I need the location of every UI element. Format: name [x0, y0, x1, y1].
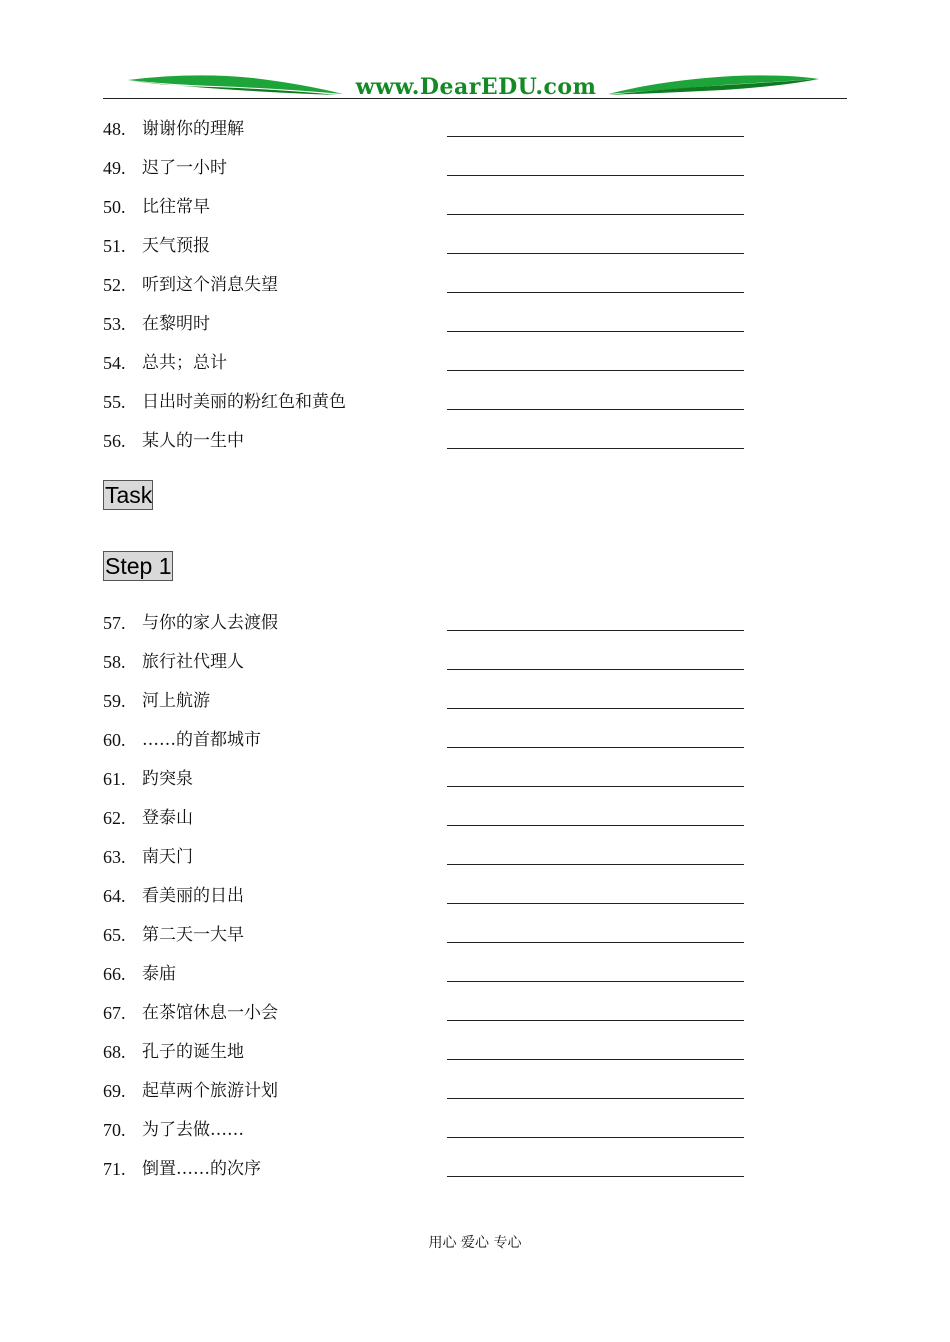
answer-blank[interactable]: [447, 747, 744, 748]
list-item: [103, 272, 803, 311]
answer-blank[interactable]: [447, 370, 744, 371]
item-prompt: 迟了一小时: [142, 158, 227, 178]
item-number: 70.: [103, 1120, 126, 1140]
item-number: 52.: [103, 275, 126, 295]
answer-blank[interactable]: [447, 292, 744, 293]
answer-blank[interactable]: [447, 669, 744, 670]
answer-blank[interactable]: [447, 1098, 744, 1099]
item-number: 54.: [103, 353, 126, 373]
item-prompt: 看美丽的日出: [142, 886, 244, 906]
item-prompt: 倒置……的次序: [142, 1159, 261, 1179]
list-item: [103, 1156, 803, 1195]
item-number: 59.: [103, 691, 126, 711]
answer-blank[interactable]: [447, 864, 744, 865]
item-number: 65.: [103, 925, 126, 945]
answer-blank[interactable]: [447, 708, 744, 709]
answer-blank[interactable]: [447, 981, 744, 982]
item-number: 67.: [103, 1003, 126, 1023]
list-item: [103, 311, 803, 350]
item-prompt: 泰庙: [142, 964, 176, 984]
item-number: 64.: [103, 886, 126, 906]
answer-blank[interactable]: [447, 942, 744, 943]
list-item: [103, 766, 803, 805]
list-item: [103, 610, 803, 649]
item-prompt: 趵突泉: [142, 769, 193, 789]
list-item: [103, 1078, 803, 1117]
list-item: [103, 805, 803, 844]
answer-blank[interactable]: [447, 136, 744, 137]
site-logo-text[interactable]: www.DearEDU.com: [355, 74, 597, 100]
list-item: [103, 116, 803, 155]
list-item: [103, 428, 803, 467]
item-prompt: 起草两个旅游计划: [142, 1081, 278, 1101]
item-number: 50.: [103, 197, 126, 217]
answer-blank[interactable]: [447, 253, 744, 254]
section-heading-task: Task: [105, 482, 153, 508]
answer-blank[interactable]: [447, 903, 744, 904]
item-prompt: 河上航游: [142, 691, 210, 711]
item-number: 60.: [103, 730, 126, 750]
item-prompt: 孔子的诞生地: [142, 1042, 244, 1062]
list-item: [103, 649, 803, 688]
item-prompt: 南天门: [142, 847, 193, 867]
list-item: [103, 961, 803, 1000]
list-item: [103, 844, 803, 883]
item-number: 58.: [103, 652, 126, 672]
vocabulary-list-a: [103, 116, 803, 467]
item-prompt: 在茶馆休息一小会: [142, 1003, 278, 1023]
list-item: [103, 1117, 803, 1156]
list-item: [103, 688, 803, 727]
item-number: 68.: [103, 1042, 126, 1062]
item-number: 63.: [103, 847, 126, 867]
item-prompt: 总共；总计: [142, 353, 227, 373]
item-prompt: 比往常早: [142, 197, 210, 217]
item-prompt: 日出时美丽的粉红色和黄色: [142, 392, 346, 412]
item-number: 48.: [103, 119, 126, 139]
answer-blank[interactable]: [447, 1059, 744, 1060]
item-number: 53.: [103, 314, 126, 334]
answer-blank[interactable]: [447, 825, 744, 826]
list-item: [103, 922, 803, 961]
list-item: [103, 1000, 803, 1039]
item-prompt: 听到这个消息失望: [142, 275, 278, 295]
item-prompt: 为了去做……: [142, 1120, 244, 1140]
list-item: [103, 233, 803, 272]
item-prompt: 登泰山: [142, 808, 193, 828]
item-number: 56.: [103, 431, 126, 451]
section-heading-step-1: Step 1: [105, 553, 172, 579]
answer-blank[interactable]: [447, 448, 744, 449]
item-number: 62.: [103, 808, 126, 828]
answer-blank[interactable]: [447, 630, 744, 631]
list-item: [103, 194, 803, 233]
item-number: 55.: [103, 392, 126, 412]
header-divider: [103, 98, 847, 99]
item-number: 57.: [103, 613, 126, 633]
answer-blank[interactable]: [447, 214, 744, 215]
item-number: 51.: [103, 236, 126, 256]
item-number: 69.: [103, 1081, 126, 1101]
answer-blank[interactable]: [447, 1176, 744, 1177]
item-prompt: 与你的家人去渡假: [142, 613, 278, 633]
item-prompt: 第二天一大早: [142, 925, 244, 945]
item-number: 61.: [103, 769, 126, 789]
answer-blank[interactable]: [447, 1020, 744, 1021]
answer-blank[interactable]: [447, 409, 744, 410]
page-footer: 用心 爱心 专心: [428, 1235, 522, 1251]
item-number: 71.: [103, 1159, 126, 1179]
answer-blank[interactable]: [447, 331, 744, 332]
item-prompt: ……的首都城市: [142, 730, 261, 750]
item-prompt: 某人的一生中: [142, 431, 244, 451]
item-prompt: 在黎明时: [142, 314, 210, 334]
list-item: [103, 350, 803, 389]
answer-blank[interactable]: [447, 175, 744, 176]
answer-blank[interactable]: [447, 786, 744, 787]
list-item: [103, 155, 803, 194]
item-prompt: 天气预报: [142, 236, 210, 256]
item-number: 66.: [103, 964, 126, 984]
vocabulary-list-b: [103, 610, 803, 1195]
item-number: 49.: [103, 158, 126, 178]
list-item: [103, 389, 803, 428]
answer-blank[interactable]: [447, 1137, 744, 1138]
item-prompt: 谢谢你的理解: [142, 119, 244, 139]
list-item: [103, 727, 803, 766]
item-prompt: 旅行社代理人: [142, 652, 244, 672]
list-item: [103, 883, 803, 922]
list-item: [103, 1039, 803, 1078]
